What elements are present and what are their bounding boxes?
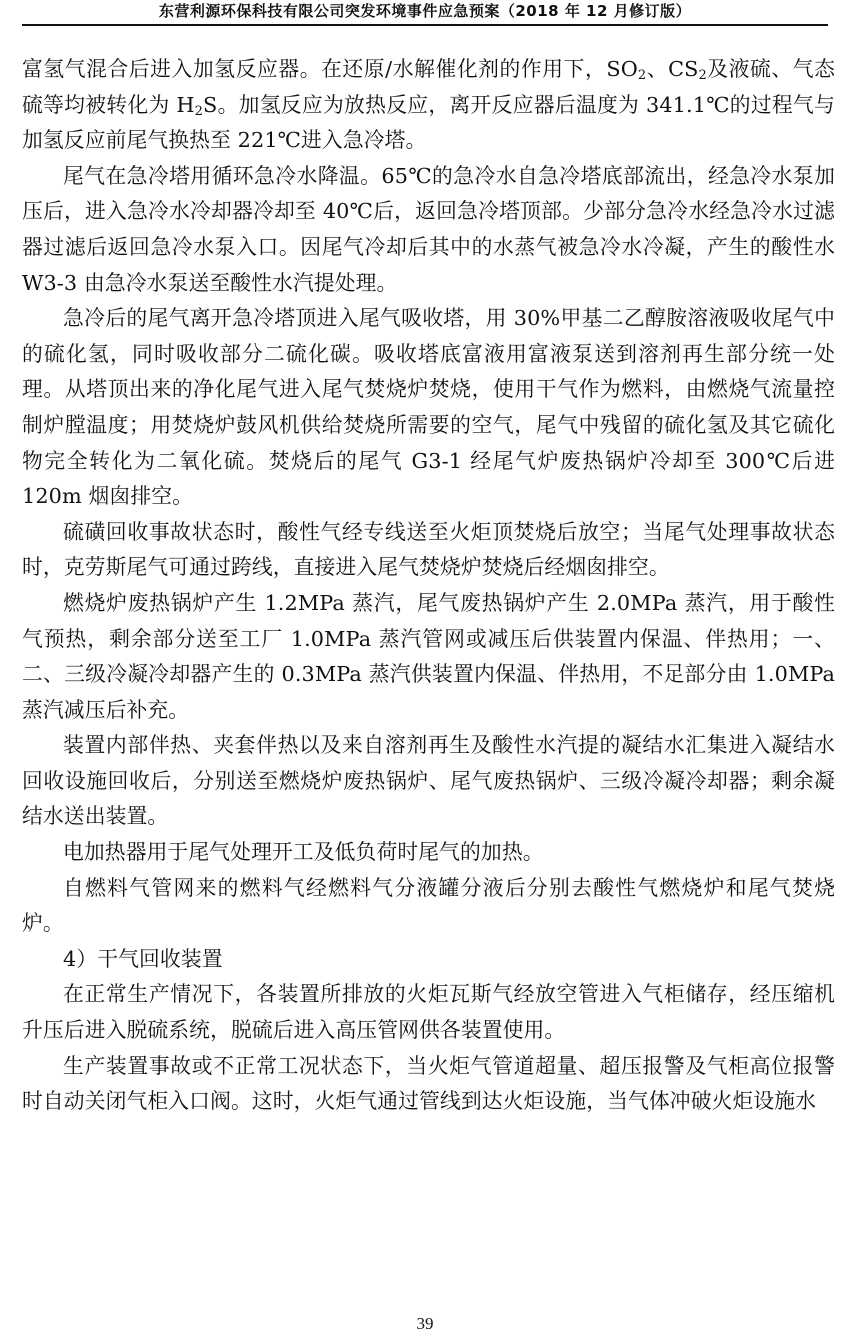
paragraph (22, 586, 835, 728)
header-divider (22, 24, 828, 26)
page-header (0, 0, 850, 26)
page-number: 39 (416, 1314, 434, 1333)
paragraph (22, 1049, 835, 1120)
text-run: 、CS (646, 57, 699, 81)
text-run: 燃烧炉废热锅炉产生 1.2MPa 蒸汽，尾气废热锅炉产生 2.0MPa 蒸汽，用于酸性气预热，剩余部分送至工厂 1.0MPa 蒸汽管网或减压后供装置内保温、伴热用；一、二、三级冷凝冷却器产生的 0.3MPa 蒸汽供装置内保温、伴热用，不足部分由 1.0MPa 蒸汽减压后补充。 (22, 590, 835, 722)
subscript: 2 (637, 68, 647, 83)
text-run: 自燃料气管网来的燃料气经燃料气分液罐分液后分别去酸性气燃烧炉和尾气焚烧炉。 (22, 875, 835, 936)
paragraph (22, 515, 835, 586)
text-run: 急冷后的尾气离开急冷塔顶进入尾气吸收塔，用 30%甲基二乙醇胺溶液吸收尾气中的硫化氢，同时吸收部分二硫化碳。吸收塔底富液用富液泵送到溶剂再生部分统一处理。从塔顶出来的净化尾气进入尾气焚烧炉焚烧，使用干气作为燃料，由燃烧气流量控制炉膛温度；用焚烧炉鼓风机供给焚烧所需要的空气，尾气中残留的硫化氢及其它硫化物完全转化为二氧化硫。焚烧后的尾气 G3-1 经尾气炉废热锅炉冷却至 300℃后进 120m 烟囱排空。 (22, 306, 835, 509)
paragraph (22, 835, 835, 871)
text-run: S。加氢反应为放热反应，离开反应器后温度为 341.1℃的过程气与加氢反应前尾气换热至 221℃进入急冷塔。 (22, 92, 835, 153)
text-run: 电加热器用于尾气处理开工及低负荷时尾气的加热。 (63, 840, 544, 865)
text-run: 生产装置事故或不正常工况状态下，当火炬气管道超量、超压报警及气柜高位报警时自动关闭气柜入口阀。这时，火炬气通过管线到达火炬设施，当气体冲破火炬设施水 (22, 1053, 835, 1114)
text-run: 装置内部伴热、夹套伴热以及来自溶剂再生及酸性水汽提的凝结水汇集进入凝结水回收设施回收后，分别送至燃烧炉废热锅炉、尾气废热锅炉、三级冷凝冷却器；剩余凝结水送出装置。 (22, 733, 835, 829)
header-title: 东营利源环保科技有限公司突发环境事件应急预案（2018 年 12 月修订版） (158, 2, 692, 20)
text-run: 及液硫、气态硫等均被转化为 H (22, 57, 835, 117)
text-run: 硫磺回收事故状态时，酸性气经专线送至火炬顶焚烧后放空；当尾气处理事故状态时，克劳斯尾气可通过跨线，直接进入尾气焚烧炉焚烧后经烟囱排空。 (22, 519, 835, 580)
paragraph (22, 301, 835, 515)
text-run: 在正常生产情况下，各装置所排放的火炬瓦斯气经放空管进入气柜储存，经压缩机升压后进入脱硫系统，脱硫后进入高压管网供各装置使用。 (22, 982, 835, 1043)
paragraph (22, 871, 835, 942)
text-run: 4）干气回收装置 (63, 946, 223, 971)
text-run: 尾气在急冷塔用循环急冷水降温。65℃的急冷水自急冷塔底部流出，经急冷水泵加压后，进入急冷水冷却器冷却至 40℃后，返回急冷塔顶部。少部分急冷水经急冷水过滤器过滤后返回急冷水泵入口。因尾气冷却后其中的水蒸气被急冷水冷凝，产生的酸性水 W3-3 由急冷水泵送至酸性水汽提处理。 (22, 163, 835, 295)
document-body (22, 52, 835, 1120)
page-footer (0, 1314, 850, 1334)
paragraph (22, 728, 835, 835)
text-run: 富氢气混合后进入加氢反应器。在还原/水解催化剂的作用下，SO (22, 57, 638, 81)
subscript: 2 (194, 103, 204, 119)
paragraph (22, 159, 835, 301)
paragraph (22, 977, 835, 1048)
subscript: 2 (698, 68, 707, 83)
paragraph (22, 52, 835, 159)
paragraph (22, 942, 835, 978)
